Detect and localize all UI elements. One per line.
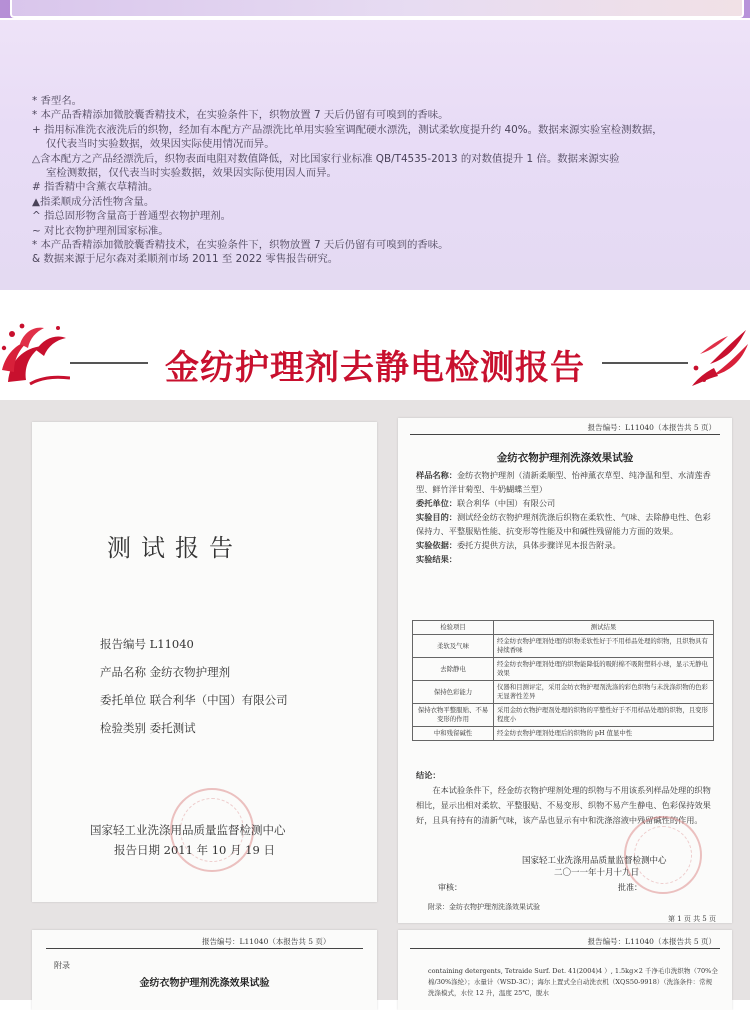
- appendix-label: 附录: [54, 961, 70, 970]
- table-cell: 经金纺衣物护理剂处理的织物能降低的吸附棉不吸附塑料小球，显示无静电效果: [494, 658, 714, 681]
- header-rule: [410, 434, 720, 435]
- inspection-type: 检验类别 委托测试: [100, 721, 196, 735]
- heading-rule-right: [602, 362, 688, 364]
- header-rule: [410, 948, 720, 949]
- appendix-title: 金纺衣物护理剂洗涤效果试验: [139, 978, 270, 989]
- sample-label: 样品名称：: [416, 470, 457, 480]
- note: * 本产品香精添加微胶囊香精技术，在实验条件下，织物放置 7 天后仍留有可嗅到的香味。: [32, 239, 449, 252]
- result-body: [416, 468, 716, 566]
- testing-center: 国家轻工业洗涤用品质量监督检测中心: [90, 823, 286, 837]
- results-label: 实验结果：: [416, 554, 457, 564]
- note: △含本配方之产品经漂洗后，织物表面电阻对数值降低，对比国家行业标准 QB/T4535-2013 的对数值提升 1 倍。数据来源实验: [32, 152, 620, 165]
- table-cell: 仪器和目测评定，采用金纺衣物护理剂洗涤的彩色织物与未洗涤织物的色彩无显著性差异: [494, 681, 714, 704]
- table-cell: 中和残留碱性: [413, 727, 494, 741]
- flourish-left-icon: [0, 320, 70, 390]
- client-label: 委托单位：: [416, 498, 457, 508]
- table-row: [413, 681, 714, 704]
- note: 室检测数据，仅代表当时实验数据，效果因实际使用因人而异。: [46, 167, 337, 180]
- table-cell: 保持衣物平整服贴、不易变形的作用: [413, 704, 494, 727]
- notes-band: [0, 0, 750, 290]
- conclusion-text: 在本试验条件下，经金纺衣物护理剂处理的织物与不用该系列样品处理的织物相比，显示出相对柔软、平整服贴、不易变形、织物不易产生静电、色彩保持效果好，且具有持有的清新气味，该产品也显示有中和洗涤溶液中残留碱性的作用。: [416, 785, 711, 825]
- note: * 香型名。: [32, 95, 83, 107]
- note: + 指用标准洗衣液洗后的织物，经加有本配方产品漂洗比单用实验室调配硬水漂洗，测试柔软度提升约 40%。数据来源实验室检测数据，: [32, 123, 663, 136]
- method-page: [398, 930, 732, 1010]
- page-header: 报告编号：L11040（本报告共 5 页）: [587, 937, 716, 946]
- page-title: 金纺护理剂去静电检测报告: [165, 348, 585, 388]
- appendix-page: [32, 930, 377, 1010]
- conclusion-label: 结论：: [416, 770, 441, 780]
- top-frame: [0, 0, 750, 26]
- method-text: containing detergents, Tetraide Surf. Det. 41(2004)4 ）, 1.5kg×2 千净毛巾洗织物（70%全棉/30%涤纶）；水量计（WSD-3C）；海尔上置式全自动洗衣机（XQS50-9918）（洗涤条件：常规洗涤模式，水位 12 升，温度 25℃，脱水: [428, 967, 718, 997]
- report-heading: [0, 290, 750, 400]
- note: ~ 对比衣物护理剂国家标准。: [32, 224, 169, 237]
- table-cell: 经金纺衣物护理剂处理后的织物的 pH 值显中性: [494, 727, 714, 741]
- frame-inner: [10, 0, 744, 18]
- table-cell: 采用金纺衣物护理剂处理的织物的平整性好于不用样品处理的织物，且变形程度小: [494, 704, 714, 727]
- basis-value: 委托方提供方法，具体步骤详见本报告附录。: [456, 540, 621, 550]
- note: ^ 指总固形物含量高于普通型衣物护理剂。: [32, 210, 232, 223]
- sample-value: 金纺衣物护理剂（清新柔顺型、怡神薰衣草型、纯净温和型、水清莲香型、鲜竹洋甘菊型、牛奶蝴蝶兰型）: [416, 470, 711, 494]
- attachment-note: 附录：金纺衣物护理剂洗涤效果试验: [428, 903, 540, 911]
- footnotes: [32, 94, 722, 267]
- note: * 本产品香精添加微胶囊香精技术，在实验条件下，织物放置 7 天后仍留有可嗅到的香味。: [32, 109, 449, 122]
- client-name: 委托单位 联合利华（中国）有限公司: [100, 693, 288, 707]
- flourish-right-icon: [688, 324, 750, 390]
- report-date: 报告日期 2011 年 10 月 19 日: [114, 843, 275, 857]
- approve-signature: 批准：: [618, 883, 642, 892]
- note: 仅代表当时实验数据，效果因实际使用情况而异。: [46, 138, 275, 151]
- table-header-row: [413, 621, 714, 635]
- table-cell: 柔软及气味: [413, 635, 494, 658]
- review-signature: 审核：: [438, 883, 462, 892]
- page-header: 报告编号：L11040（本报告共 5 页）: [587, 423, 716, 432]
- table-row: [413, 727, 714, 741]
- client-value: 联合利华（中国）有限公司: [456, 498, 556, 508]
- testing-center: 国家轻工业洗涤用品质量监督检测中心: [522, 856, 667, 866]
- table-header-cell: 测试结果: [494, 621, 714, 635]
- results-table: [412, 620, 714, 741]
- page-number: 第 1 页 共 5 页: [667, 915, 716, 923]
- table-cell: 去除静电: [413, 658, 494, 681]
- product-name: 产品名称 金纺衣物护理剂: [100, 665, 231, 679]
- purpose-label: 实验目的：: [416, 512, 457, 522]
- result-title: 金纺衣物护理剂洗涤效果试验: [496, 452, 634, 464]
- basis-label: 实验依据：: [416, 540, 457, 550]
- report-scans: [0, 400, 750, 1000]
- note: ▲指柔顺成分活性物含量。: [32, 195, 155, 208]
- cover-title: 测试报告: [107, 534, 243, 562]
- table-row: [413, 658, 714, 681]
- table-cell: 保持色彩能力: [413, 681, 494, 704]
- table-row: [413, 635, 714, 658]
- header-rule: [46, 948, 363, 949]
- table-header-cell: 检验项目: [413, 621, 494, 635]
- report-result-page: [398, 418, 732, 923]
- page-header: 报告编号：L11040（本报告共 5 页）: [202, 937, 331, 946]
- table-row: [413, 704, 714, 727]
- note: & 数据来源于尼尔森对柔顺剂市场 2011 至 2022 零售报告研究。: [32, 253, 339, 266]
- purpose-value: 测试经金纺衣物护理剂洗涤后织物在柔软性、气味、去除静电性、色彩保持力、平整服贴性能、抗变形等性能及中和碱性残留能力方面的效果。: [416, 512, 711, 536]
- report-cover-page: [32, 422, 377, 902]
- report-number: 报告编号 L11040: [100, 637, 194, 651]
- result-date: 二〇一一年十月十九日: [554, 868, 640, 878]
- heading-rule-left: [70, 362, 148, 364]
- table-cell: 经金纺衣物护理剂处理的织物柔软性好于不用样品处理的织物，且织物具有持续香味: [494, 635, 714, 658]
- note: # 指香精中含薰衣草精油。: [32, 181, 159, 194]
